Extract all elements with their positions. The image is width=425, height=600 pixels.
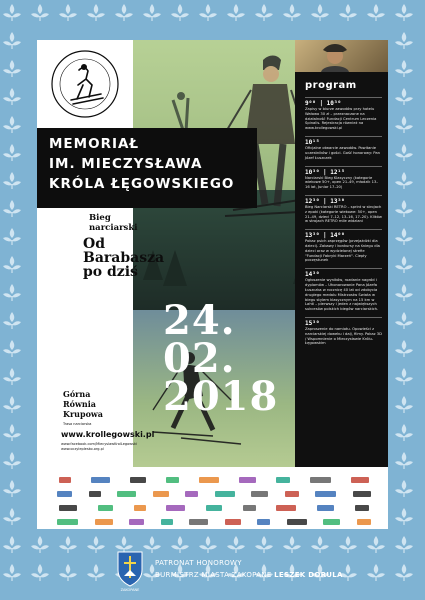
sponsor-logo (117, 491, 136, 497)
sponsor-logo (323, 519, 340, 525)
sponsor-logo (310, 477, 331, 483)
patronat-role: BURMISTRZ MIASTA ZAKOPANE (155, 571, 272, 579)
sponsor-row-1 (49, 475, 379, 485)
sponsor-logo (353, 491, 371, 497)
sponsor-logo (89, 491, 101, 497)
portrait-illustration (295, 40, 388, 72)
social-links (61, 442, 137, 452)
sponsor-logo (239, 477, 256, 483)
sponsor-logo (59, 477, 71, 483)
sponsor-logo (225, 519, 241, 525)
sponsor-logo (276, 505, 296, 511)
program-item-time: 10³⁰ | 12¹⁵ (305, 166, 382, 176)
program-panel (295, 72, 388, 467)
crest-label: ZAKOPANE (120, 588, 140, 592)
patronat-line-1: PATRONAT HONOROWY (155, 559, 242, 567)
patronat-line-2 (155, 569, 343, 581)
title-line-3: KRÓLA ŁĘGOWSKIEGO (49, 176, 235, 192)
patronat-footer (115, 548, 415, 598)
program-item-time: 15³⁰ (305, 317, 382, 327)
event-tagline (83, 237, 164, 279)
location-line-3: Krupowa (63, 409, 103, 419)
program-list (305, 97, 382, 346)
program-item (305, 317, 382, 346)
sponsor-logo (59, 505, 77, 511)
program-item-time: 9⁰⁰ | 10³⁰ (305, 97, 382, 107)
sponsor-logo (161, 519, 173, 525)
facebook-link[interactable]: www.facebook.com/MiecyslawKrolLegowski (61, 442, 137, 446)
program-item (305, 97, 382, 131)
sponsor-logo (153, 491, 169, 497)
sponsor-logo (166, 505, 185, 511)
sponsor-logo (257, 519, 270, 525)
tagline-line-1: Od (83, 236, 105, 252)
sponsor-row-3 (49, 503, 379, 513)
sponsor-row-2 (49, 489, 379, 499)
sponsor-logos (37, 467, 388, 529)
sponsor-logo (276, 477, 290, 483)
program-item-text: Narciarski Bieg Klasyczny (kategorie wiekowe 50+, open 21–49, młodzik 13–16 lat, Junior 17–20) (305, 175, 379, 190)
program-item (305, 229, 382, 263)
event-poster (37, 40, 388, 529)
program-item-time: 13³⁰ | 14⁰⁰ (305, 229, 382, 239)
sponsor-logo (287, 519, 307, 525)
sponsor-logo (215, 491, 235, 497)
subtitle-line-1: Bieg (89, 213, 111, 223)
program-item (305, 195, 382, 224)
sponsor-logo (285, 491, 299, 497)
program-item-time: 12³⁰ | 13³⁰ (305, 195, 382, 205)
zakopane-crest-icon (115, 548, 145, 588)
sponsor-logo (57, 519, 78, 525)
program-item-time: 14³⁰ (305, 268, 382, 278)
sponsor-logo (134, 505, 146, 511)
event-location (63, 389, 103, 429)
sponsor-logo (189, 519, 208, 525)
program-item (305, 166, 382, 190)
title-line-2: IM. MIECZYSŁAWA (49, 156, 203, 172)
memorial-logo-icon (49, 48, 121, 120)
sponsor-logo (315, 491, 336, 497)
program-item (305, 268, 382, 312)
subtitle-line-2: narciarski (89, 223, 138, 233)
date-day: 24. (163, 297, 236, 344)
title-band (37, 128, 257, 208)
title-line-1: MEMORIAŁ (49, 136, 140, 152)
sponsor-logo (129, 519, 144, 525)
date-year: 2018 (163, 373, 279, 420)
sponsor-logo (57, 491, 72, 497)
sponsor-row-4 (49, 517, 379, 527)
sponsor-logo (251, 491, 268, 497)
secondary-link[interactable]: www.oczyleplesko.org.pl (61, 447, 104, 451)
sponsor-logo (357, 519, 371, 525)
event-subtitle (89, 213, 137, 233)
tagline-line-2: Barabasza (83, 250, 165, 266)
patronat-name: LESZEK DORULA (274, 571, 343, 579)
location-line-2: Równia (63, 399, 96, 409)
program-item-text: Oficjalne otwarcie zawodów. Powitanie uczestników i gości. Gość honorowy: Pan Józef Łuszczek (305, 146, 380, 160)
sponsor-logo (317, 505, 334, 511)
program-item (305, 136, 382, 160)
sponsor-logo (95, 519, 113, 525)
date-month: 02. (163, 335, 236, 382)
program-item-text: Zapisy w biurze zawodów przy hotelu Wałowo 30 zł – przeznaczone na działalność Fundacji Centrum Leczenia Spinalis. Rejestracja również na www.krollegowski.pl (305, 107, 377, 131)
program-item-text: Zaproszenie do namiotu. Opowieści z narciarskiej doweku i dalj, filmy. Pokaz 3D / Wspomnienie o Mieczysławie Królu-Łęgowskim (305, 326, 382, 346)
event-date (163, 297, 279, 420)
sponsor-logo (243, 505, 256, 511)
sponsor-logo (206, 505, 222, 511)
program-title: program (305, 80, 357, 91)
sponsor-logo (199, 477, 219, 483)
sponsor-logo (98, 505, 113, 511)
sponsor-logo (91, 477, 110, 483)
website-link[interactable]: www.krollegowski.pl (61, 430, 155, 439)
location-line-1: Górna (63, 389, 91, 399)
program-item-time: 10¹⁵ (305, 136, 382, 146)
patronat-text (155, 557, 343, 581)
program-item-text: Pokaz psich zaprzęgów (przejażdżki dla dzieci). Zabawy i konkursy na śniegu dla dzieci oraz w wydzielonej strefie "Fundacji Fabryki Marzeń". Ciepły poczęstunek (305, 239, 380, 263)
sponsor-logo (185, 491, 198, 497)
sponsor-logo (130, 477, 146, 483)
location-trasa: Trasa narciarska (63, 422, 92, 426)
sponsor-logo (166, 477, 179, 483)
sponsor-logo (355, 505, 369, 511)
sponsor-logo (351, 477, 369, 483)
tagline-line-3: po dziś (83, 264, 138, 280)
program-item-text: Bieg Narciarski RETRO – sprint w strojach z epoki (kategorie wiekowe: 50+, open 21–49, dzieci 7–12, 13–16, 17–20). Klików w strojach RETRO mile widziani (305, 204, 382, 224)
portrait-photo (295, 40, 388, 72)
program-item-text: Ogłoszenie wyników, rozdanie nagród i dyplomów – Uhonorowanie Pana Józefa Łuszczka w rocznicę 40 lat od zdobycia drugiego medalu Mistrzostw Świata w biegu stylem klasycznym na 15 km w Lahti – pierwszy i jeden z największych sukcesów polskich biegów narciarskich. (305, 278, 379, 312)
